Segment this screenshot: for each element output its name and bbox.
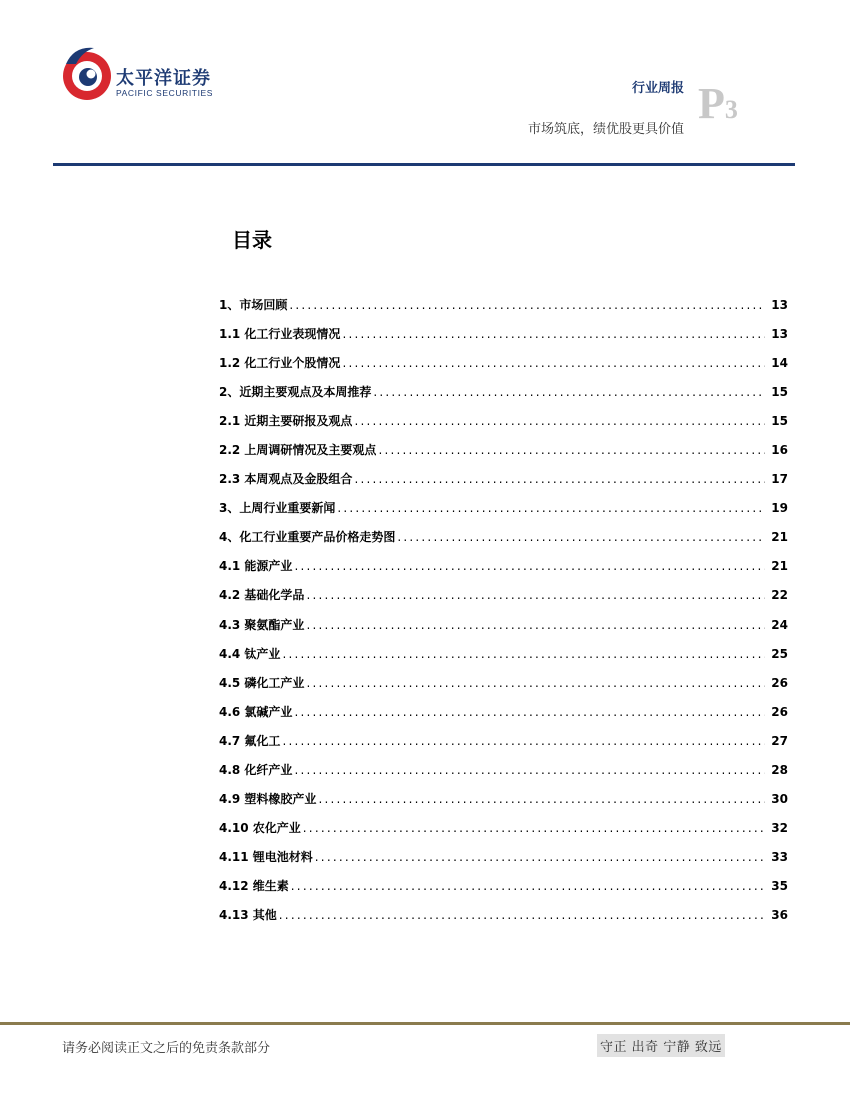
page-number (698, 79, 738, 128)
toc-entry-label: 4.3 聚氨酯产业 (219, 617, 305, 632)
toc-entry[interactable] (219, 586, 788, 615)
toc-entry-page: 13 (771, 327, 788, 342)
toc-dot-leader (306, 588, 765, 602)
company-logo (60, 42, 230, 112)
toc-entry[interactable] (219, 412, 788, 441)
toc-dot-leader (294, 705, 765, 719)
toc-dot-leader (289, 298, 765, 312)
toc-entry[interactable] (219, 528, 788, 557)
toc-entry[interactable] (219, 645, 788, 674)
toc-entry[interactable] (219, 790, 788, 819)
toc-dot-leader (294, 559, 765, 573)
toc-entry-page: 26 (771, 675, 788, 690)
toc-dot-leader (318, 792, 765, 806)
toc-entry-page: 35 (771, 878, 788, 893)
toc-entry-page: 36 (771, 907, 788, 922)
toc-entry-page: 27 (771, 733, 788, 748)
toc-entry-label: 4.1 能源产业 (219, 559, 293, 574)
toc-entry-page: 16 (771, 443, 788, 458)
toc-entry[interactable] (219, 703, 788, 732)
footer-motto: 守正 出奇 宁静 致远 (597, 1034, 725, 1057)
toc-entry-label: 4.11 锂电池材料 (219, 849, 313, 864)
toc-dot-leader (282, 647, 765, 661)
toc-entry-label: 3、上周行业重要新闻 (219, 501, 336, 516)
toc-dot-leader (282, 734, 765, 748)
toc-entry[interactable] (219, 296, 788, 325)
toc-dot-leader (342, 356, 765, 370)
pacific-securities-logo-icon (60, 42, 114, 106)
toc-entry-page: 30 (771, 791, 788, 806)
toc-entry[interactable] (219, 499, 788, 528)
page-number-value: 3 (724, 95, 738, 124)
toc-dot-leader (342, 327, 765, 341)
footer-divider (0, 1022, 850, 1025)
toc-entry-label: 4.5 磷化工产业 (219, 675, 305, 690)
toc-entry[interactable] (219, 616, 788, 645)
toc-entry-page: 32 (771, 820, 788, 835)
toc-entry[interactable] (219, 819, 788, 848)
toc-entry[interactable] (219, 732, 788, 761)
toc-entry[interactable] (219, 906, 788, 935)
toc-entry-page: 14 (771, 356, 788, 371)
toc-entry[interactable] (219, 761, 788, 790)
table-of-contents (219, 296, 788, 935)
toc-entry-label: 4.8 化纤产业 (219, 762, 293, 777)
toc-entry[interactable] (219, 354, 788, 383)
toc-entry[interactable] (219, 383, 788, 412)
toc-entry-page: 22 (771, 588, 788, 603)
toc-dot-leader (294, 763, 765, 777)
toc-entry-page: 15 (771, 385, 788, 400)
toc-entry-label: 4.13 其他 (219, 907, 277, 922)
toc-dot-leader (337, 501, 765, 515)
toc-entry-page: 24 (771, 617, 788, 632)
toc-dot-leader (378, 443, 765, 457)
toc-entry-page: 26 (771, 704, 788, 719)
toc-entry-label: 4.10 农化产业 (219, 820, 301, 835)
toc-entry-label: 4、化工行业重要产品价格走势图 (219, 530, 396, 545)
toc-entry-label: 2.3 本周观点及金股组合 (219, 472, 353, 487)
toc-entry-label: 4.12 维生素 (219, 878, 289, 893)
toc-heading: 目录 (232, 228, 272, 252)
toc-entry-label: 4.4 钛产业 (219, 646, 281, 661)
toc-entry[interactable] (219, 557, 788, 586)
toc-entry-page: 33 (771, 849, 788, 864)
toc-dot-leader (291, 879, 766, 893)
toc-dot-leader (279, 908, 766, 922)
report-subtitle: 市场筑底，绩优股更具价值 (527, 122, 684, 137)
toc-entry[interactable] (219, 674, 788, 703)
toc-entry-label: 1.1 化工行业表现情况 (219, 327, 341, 342)
toc-dot-leader (373, 385, 765, 399)
toc-entry-label: 2、近期主要观点及本周推荐 (219, 385, 372, 400)
toc-entry-label: 2.1 近期主要研报及观点 (219, 414, 353, 429)
toc-dot-leader (315, 850, 766, 864)
toc-entry-page: 17 (771, 472, 788, 487)
toc-entry-label: 4.2 基础化学品 (219, 588, 305, 603)
toc-entry-page: 28 (771, 762, 788, 777)
page-prefix: P (698, 79, 725, 128)
toc-dot-leader (306, 676, 765, 690)
toc-entry-page: 21 (771, 530, 788, 545)
logo-english-name: PACIFIC SECURITIES (116, 88, 214, 98)
toc-entry[interactable] (219, 877, 788, 906)
toc-dot-leader (354, 414, 765, 428)
logo-chinese-name: 太平洋证券 (116, 68, 211, 89)
toc-entry[interactable] (219, 470, 788, 499)
toc-dot-leader (397, 530, 765, 544)
toc-entry-page: 25 (771, 646, 788, 661)
toc-entry[interactable] (219, 848, 788, 877)
toc-entry-page: 13 (771, 298, 788, 312)
toc-dot-leader (354, 472, 765, 486)
toc-entry[interactable] (219, 441, 788, 470)
toc-entry-label: 1.2 化工行业个股情况 (219, 356, 341, 371)
toc-entry-label: 2.2 上周调研情况及主要观点 (219, 443, 377, 458)
toc-entry-page: 21 (771, 559, 788, 574)
toc-entry-label: 4.7 氟化工 (219, 733, 281, 748)
footer-disclaimer: 请务必阅读正文之后的免责条款部分 (62, 1041, 271, 1056)
report-type: 行业周报 (631, 81, 684, 96)
toc-dot-leader (303, 821, 766, 835)
toc-entry-label: 1、市场回顾 (219, 298, 288, 312)
toc-dot-leader (306, 618, 765, 632)
toc-entry-page: 15 (771, 414, 788, 429)
toc-entry-label: 4.9 塑料橡胶产业 (219, 791, 317, 806)
toc-entry-page: 19 (771, 501, 788, 516)
toc-entry-label: 4.6 氯碱产业 (219, 704, 293, 719)
header-divider (53, 163, 795, 166)
toc-entry[interactable] (219, 325, 788, 354)
